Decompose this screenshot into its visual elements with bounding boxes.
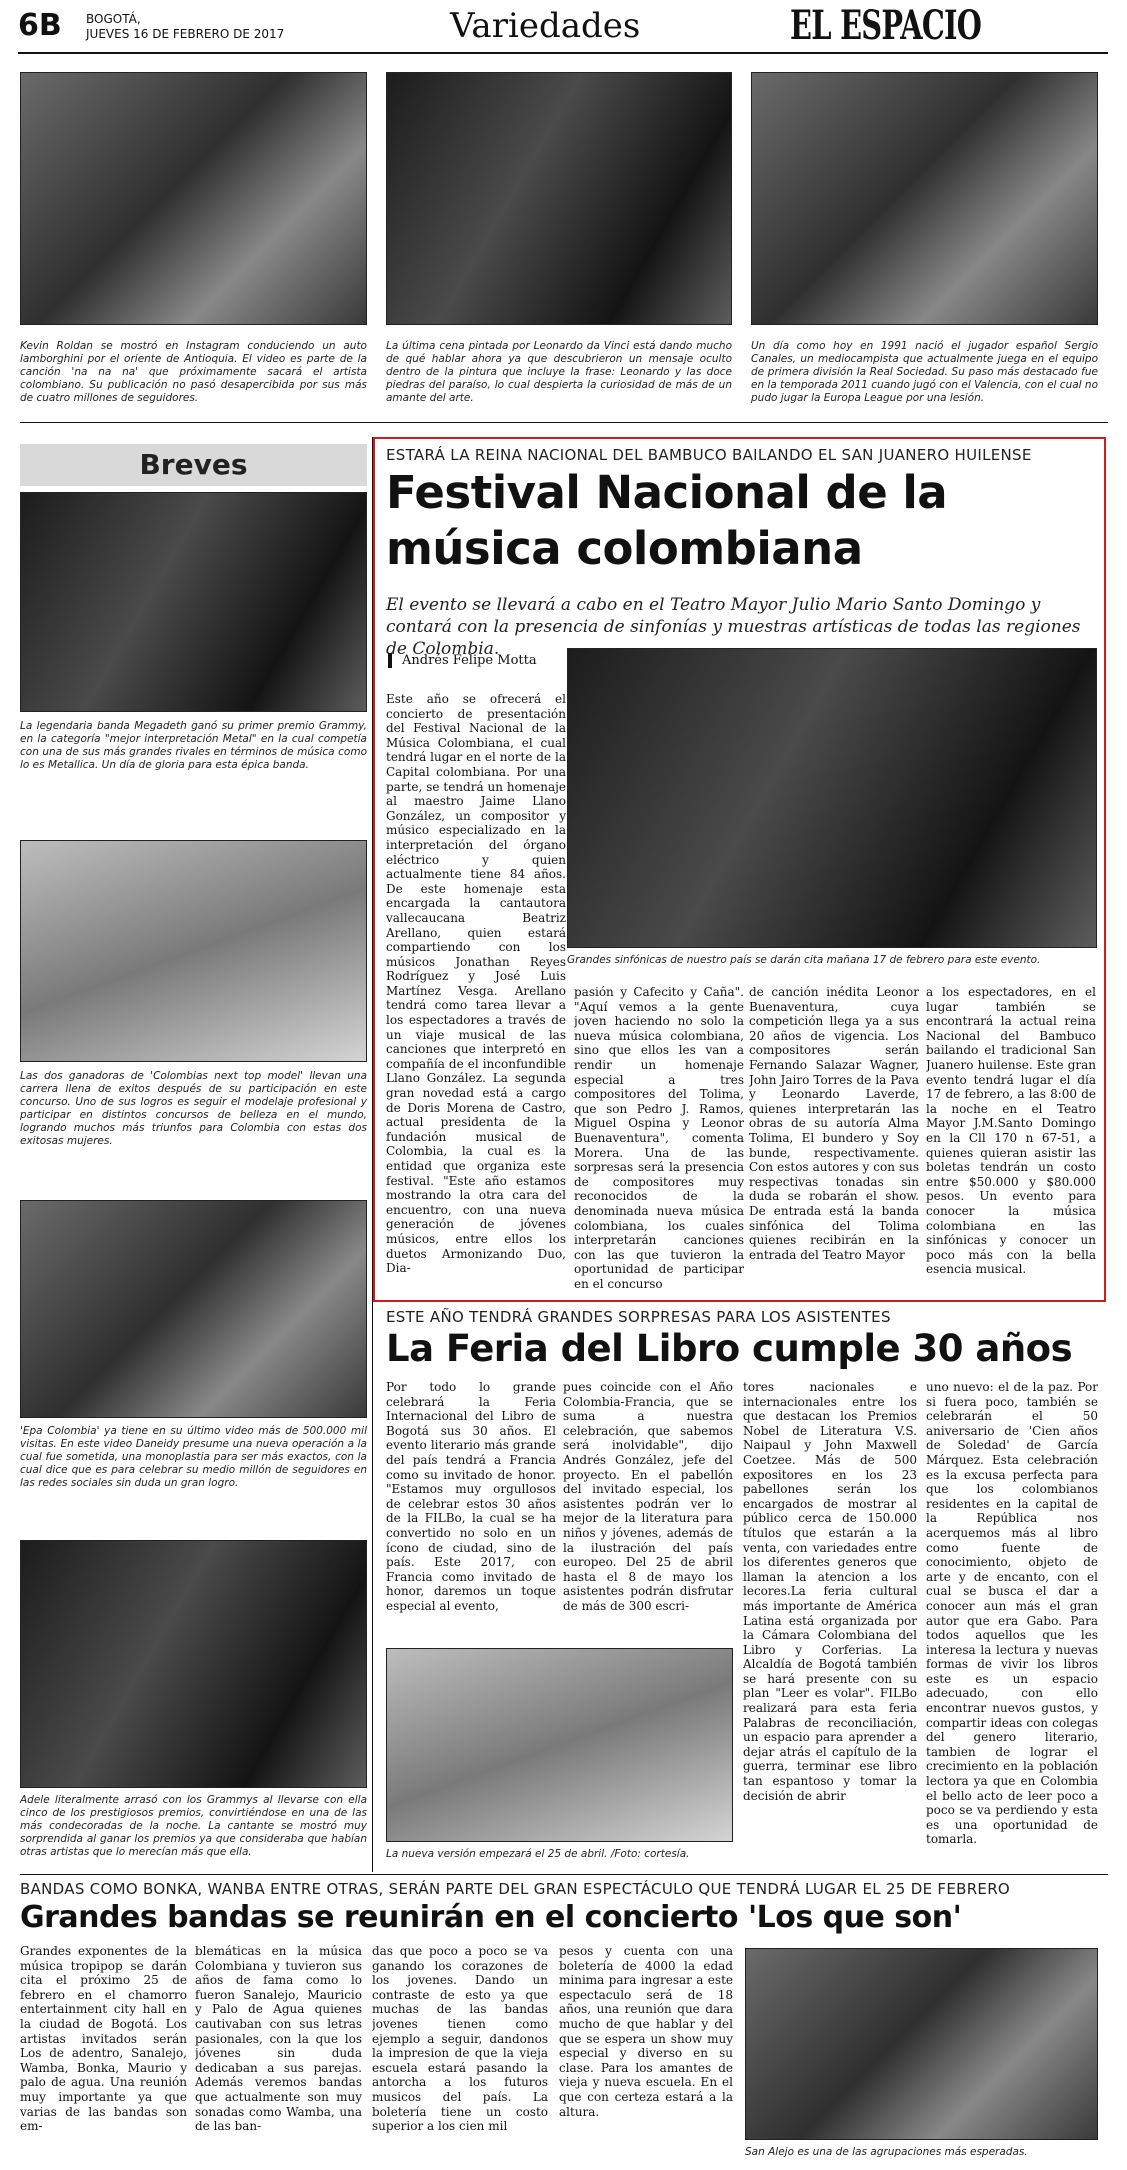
top-divider: [20, 422, 1108, 423]
festival-kicker: ESTARÁ LA REINA NACIONAL DEL BAMBUCO BAILANDO EL SAN JUANERO HUILENSE: [386, 446, 1032, 464]
bandas-column-3: das que poco a poco se va ganando los corazones de los jovenes. Dando un contraste de esto ya que muchas de las bandas jovenes tienen como ejemplo a seguir, dandonos la impresion de que la vieja escuela estará pasando la antorcha a los futuros musicos del país. La boletería tiene un costo superior a los cien mil: [372, 1944, 548, 2134]
adele-caption: Adele literalmente arrasó con los Grammys al llevarse con ella cinco de los prestigiosos premios, convirtiéndose en una de las más condecoradas de la noche. La cantante se mostró muy sorprendida al ganar los premios ya que consideraba que habían otras artistas que lo merecían más que ella.: [20, 1794, 367, 1858]
page-number: 6B: [18, 8, 62, 43]
breves-title: Breves: [20, 444, 367, 486]
book-fair-caption: La nueva versión empezará el 25 de abril. /Foto: cortesía.: [386, 1848, 690, 1860]
bandas-column-2: blemáticas en la música Colombiana y tuvieron sus años de fama como lo fueron Sanalejo, Mauricio y Palo de Agua quienes cautivaban con sus letras pasionales, con la que los jóvenes sin duda dedicaban a sus parejas. Además veremos bandas que actualmente son muy sonadas como Wamba, una de las ban-: [195, 1944, 362, 2134]
festival-byline: Andrés Felipe Motta: [388, 653, 648, 668]
epa-colombia-caption: 'Epa Colombia' ya tiene en su último video más de 500.000 mil visitas. En este video Daneidy presume una nueva operación a la cual fue sometida, una monoplastia para ser más exactos, con la cual dice que es para celebrar su medio millón de seguidores en las redes sociales sin duda un gran logro.: [20, 1425, 367, 1489]
feria-headline: La Feria del Libro cumple 30 años: [386, 1327, 1073, 1370]
festival-column-4: a los espectadores, en el lugar también se encontrará la actual reina Nacional del Bambuco bailando el tradicional San Juanero huilense. Este gran evento tendrá lugar el día 17 de febrero, a las 8:00 de la noche en el Teatro Mayor J.M.Santo Domingo en la Cll 170 n 67-51, a quienes quieran asistir las boletas tendrán un costo entre $50.000 y $80.000 pesos. Un evento para conocer la música colombiana en las sinfónicas y conocer un poco más con la bella esencia musical.: [926, 985, 1096, 1277]
festival-column-2: pasión y Cafecito y Caña". "Aquí vemos a la gente joven haciendo no solo la nueva música colombiana, sino que ellos les van a rendir un homenaje especial a tres compositores del Tolima, que son Pedro J. Ramos, Miguel Ospina y Leonor Buenaventura", comenta Morera. Una de las sorpresas será la presencia de compositores muy reconocidos de la denominada nueva música colombiana, los cuales interpretarán canciones con las que tuvieron la oportunidad de participar en el concurso: [574, 985, 744, 1291]
models-photo: [20, 840, 367, 1062]
date-city: BOGOTÁ,: [86, 12, 141, 26]
newspaper-logo: EL ESPACIO: [790, 2, 982, 49]
bandas-column-1: Grandes exponentes de la música tropipop se darán cita el próximo 25 de febrero en el chamorro entertainment city hall en la ciudad de Bogotá. Los artistas invitados serán Los de adentro, Sanalejo, Wamba, Bonka, Maurio y palo de agua. Una reunión muy importante ya que varias de las bandas son em-: [20, 1944, 187, 2134]
festival-deck: El evento se llevará a cabo en el Teatro Mayor Julio Mario Santo Domingo y contará con la presencia de sinfonías y muestras artísticas de todas las regiones de Colombia.: [386, 595, 1081, 659]
date-full: JUEVES 16 DE FEBRERO DE 2017: [86, 27, 285, 41]
last-supper-photo: [386, 72, 732, 325]
book-fair-photo: [386, 1648, 733, 1842]
header-rule: [18, 52, 1108, 54]
models-caption: Las dos ganadoras de 'Colombias next top model' llevan una carrera llena de exitos después de su participación en este concurso. Uno de sus logros es seguir el modelaje profesional y participar en distintos concursos de belleza en el mundo, logrando muchos más triunfos para Colombia con estas dos exitosas mujeres.: [20, 1070, 367, 1147]
feria-column-3: tores nacionales e internacionales entre los que destacan los Premios Nobel de Literatura V.S. Naipaul y John Maxwell Coetzee. Más de 500 expositores en los 23 pabellones serán los encargados de mostrar al público cerca de 150.000 títulos que estarán a la venta, con variedades entre los diferentes generos que llaman la atencion a los lecores.La feria cultural más importante de América Latina está organizada por la Cámara Colombiana del Libro y Corferias. La Alcaldía de Bogotá también se hará presente con su plan "Leer es volar". FILBo realizará para esta feria Palabras de reconciliación, un espacio para aprender a dejar atrás el capítulo de la guerra, terminar ese libro tan espantoso y tomar la decisión de abrir: [743, 1380, 917, 1803]
feria-column-1: Por todo lo grande celebrará la Feria Internacional del Libro de Bogotá sus 30 años. El evento literario más grande del país tendrá a Francia como su invitado de honor. "Estamos muy orgullosos de celebrar estos 30 años de la FILBo, la cual se ha convertido no solo en un ícono de ciudad, sino de país. Este 2017, con Francia como invitado de honor, daremos un toque especial al evento,: [386, 1380, 556, 1613]
sergio-canales-photo: [751, 72, 1098, 325]
festival-column-1: Este año se ofrecerá el concierto de presentación del Festival Nacional de la Música Colombiana, el cual tendrá lugar en el norte de la Capital colombiana. Por una parte, se tendrá un homenaje al maestro Jaime Llano González, un compositor y músico especializado en la interpretación del órgano eléctrico y quien actualmente tiene 84 años. De este homenaje esta encargada la cantautora vallecaucana Beatriz Arellano, quien estará compartiendo con los músicos Jonathan Reyes Rodríguez y José Luis Martínez Vesga. Arellano tendrá como tarea llevar a los espectadores a través de un viaje musical de las canciones que interpretó en compañía de el inconfundible Llano González. La segunda gran novedad está a cargo de Doris Morena de Castro, actual presidenta de la fundación musical de Colombia, la cual es la entidad que organiza este festival. "Este año estamos mostrando la otra cara del encuentro, con una nueva generación de jóvenes músicos, entre ellos los duetos Armonizando Duo, Dia-: [386, 692, 566, 1276]
adele-photo: [20, 1540, 367, 1788]
san-alejo-photo: [745, 1948, 1098, 2140]
last-supper-caption: La última cena pintada por Leonardo da Vinci está dando mucho de qué hablar ahora ya que descubrieron un mensaje oculto dentro de la pintura que incluye la frase: Leonardo y las doce piedras del paraíso, lo cual despierta la curiosidad de más de un amante del arte.: [386, 340, 732, 404]
bandas-kicker: BANDAS COMO BONKA, WANBA ENTRE OTRAS, SERÁN PARTE DEL GRAN ESPECTÁCULO QUE TENDRÁ LUGAR EL 25 DE FEBRERO: [20, 1880, 1011, 1898]
kevin-roldan-photo: [20, 72, 367, 325]
festival-headline: Festival Nacional de la música colombiana: [386, 466, 948, 575]
feria-column-4: uno nuevo: el de la paz. Por si fuera poco, también se celebrarán el 50 aniversario de 'Cien años de Soledad' de García Márquez. Esta celebración es la excusa perfecta para que los colombianos residentes en la capital de la República nos acerquemos más al libro como fuente de conocimiento, objeto de arte y de encanto, con el cual se busca el dar a conocer aun más el gran autor que era Gabo. Para todos aquellos que les interesa la lectura y nuevas formas de vivir los libros este es un espacio adecuado, con ello encontrar nuevos gustos, y compartir ideas con colegas del genero literario, tambien de lograr el crecimiento en la población lectora ya que en Colombia el bello acto de leer poco a poco se va perdiendo y esta es una oportunidad de tomarla.: [926, 1380, 1098, 1847]
bandas-column-4: pesos y cuenta con una boletería de 4000 la edad minima para ingresar a este espectaculo será de 18 años, una reunión que dara mucho de que hablar y del que se espera un show muy especial y diverso en su clase. Para los amantes de vieja y nueva escuela. En el que con certeza estará a la altura.: [559, 1944, 733, 2119]
feria-column-2: pues coincide con el Año Colombia-Francia, que se suma a nuestra celebración, que sabemos será inolvidable", dijo Andrés González, jefe del proyecto. En el pabellón del invitado especial, los asistentes podrán ver lo mejor de la literatura para niños y jóvenes, además de la ilustración del país europeo. Del 25 de abril hasta el 8 de mayo los asistentes podrán disfrutar de más de 300 escri-: [563, 1380, 733, 1613]
feria-kicker: ESTE AÑO TENDRÁ GRANDES SORPRESAS PARA LOS ASISTENTES: [386, 1308, 891, 1326]
sergio-canales-caption: Un día como hoy en 1991 nació el jugador español Sergio Canales, un mediocampista que actualmente juega en el equipo de primera división la Real Sociedad. Su paso más destacado fue en la temporada 2011 cuando jugó con el Valencia, con el cual no pudo jugar la Europa League por una lesión.: [751, 340, 1099, 404]
section-title: Variedades: [450, 6, 641, 46]
megadeth-caption: La legendaria banda Megadeth ganó su primer premio Grammy, en la categoría "mejor interpretación Metal" en la cual competía con una de sus más grandes rivales en términos de música como lo es Metallica. Un día de gloria para esta épica banda.: [20, 720, 367, 771]
kevin-roldan-caption: Kevin Roldan se mostró en Instagram conduciendo un auto lamborghini por el oriente de Antioquia. El video es parte de la canción 'na na na' que próximamente sacará el artista colombiano. Su publicación no pasó desapercibida por sus más de cuatro millones de seguidores.: [20, 340, 367, 404]
san-alejo-caption: San Alejo es una de las agrupaciones más esperadas.: [745, 2146, 1028, 2158]
festival-column-3: de canción inédita Leonor Buenaventura, cuya competición llega ya a sus 20 años de vigencia. Los compositores serán Fernando Salazar Wagner, John Jairo Torres de la Pava y Leonardo Laverde, quienes interpretarán las obras de su autoría Alma Tolima, El bundero y Soy bunde, respectivamente. Con estos autores y con sus respectivas tonadas sin duda se robarán el show. De entrada está la banda sinfónica del Tolima quienes recibirán en la entrada del Teatro Mayor: [749, 985, 919, 1262]
epa-colombia-photo: [20, 1200, 367, 1418]
orchestra-photo: [567, 648, 1097, 948]
bandas-headline: Grandes bandas se reunirán en el concierto 'Los que son': [20, 1900, 962, 1935]
orchestra-caption: Grandes sinfónicas de nuestro país se darán cita mañana 17 de febrero para este evento.: [567, 954, 1041, 966]
date-line: [86, 12, 306, 42]
megadeth-photo: [20, 492, 367, 712]
bottom-divider: [20, 1874, 1108, 1875]
